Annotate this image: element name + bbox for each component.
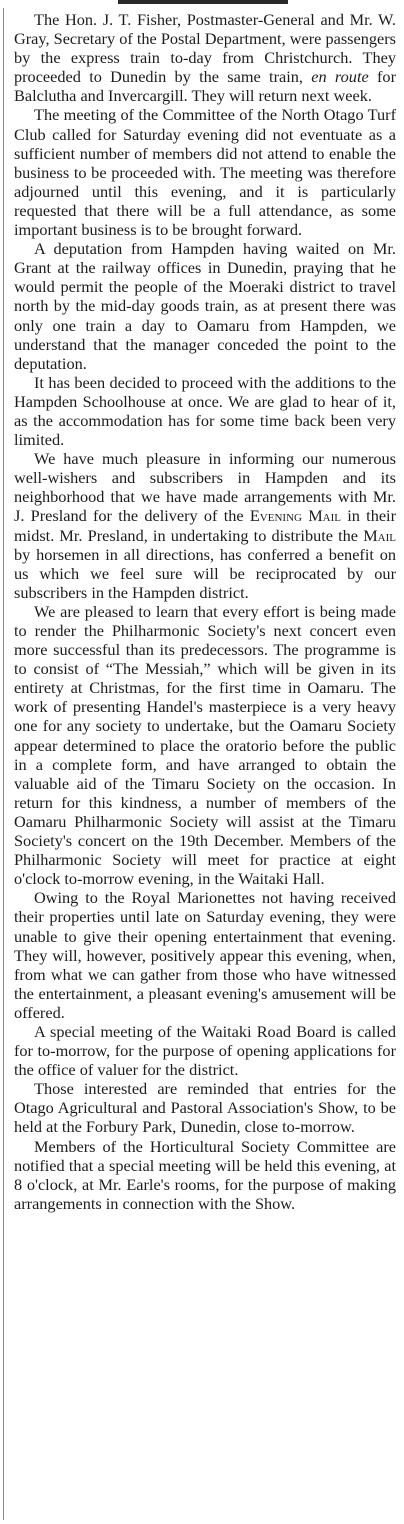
news-paragraph xyxy=(14,1137,396,1213)
text-run: We have much pleasure in informing our numerous well-wishers and subscribers in Hampden and its neighborhood that we have made arrangements with Mr. J. Presland for the delivery of the xyxy=(14,449,396,526)
column-left-rule xyxy=(3,8,4,1520)
text-run: The meeting of the Committee of the North Otago Turf Club called for Saturday evening did not eventuate as a sufficient number of members did not attend to enable the business to be proceeded with. The meeting was therefore adjourned until this evening, and it is particularly requested that there will be a full attendance, as some important business is to be brought forward. xyxy=(14,105,396,240)
text-run: Mail xyxy=(363,525,396,545)
news-paragraphs xyxy=(14,10,396,1213)
news-paragraph xyxy=(14,105,396,239)
news-paragraph xyxy=(14,449,396,602)
text-run: It has been decided to proceed with the additions to the Hampden Schoolhouse at once. We are glad to hear of it, as the accommodation has for some time back been very limited. xyxy=(14,372,396,450)
news-paragraph xyxy=(14,888,396,1022)
text-run: The Hon. J. T. Fisher, Postmaster-General and Mr. W. Gray, Secretary of the Postal Department, were passengers by the express train to-day from Christchurch. They proceeded to Dunedin by the same train, xyxy=(14,10,396,87)
text-run: by horsemen in all directions, has conferred a benefit on us which we feel sure will be reciprocated by our subscribers in the Hampden district. xyxy=(14,544,396,602)
text-run: A special meeting of the Waitaki Road Board is called for to-morrow, for the purpose of opening applications for the office of valuer for the district. xyxy=(14,1021,396,1080)
text-run: We are pleased to learn that every effort is being made to render the Philharmonic Society's next concert even more successful than its predecessors. The programme is to consist of “The Messiah,” which will be given in its entirety at Christmas, for the first time in Oamaru. The work of presenting Handel's masterpiece is a very heavy one for any society to undertake, but the Oamaru Society appear determined to place the oratorio before the public in a complete form, and have arranged to obtain the valuable aid of the Timaru Society on the occasion. In return for this kindness, a number of members of the Oamaru Philharmonic Society will assist at the Timaru Society's concert on the 19th December. Members of the Philharmonic Society will meet for practice at eight o'clock to-morrow evening, in the Waitaki Hall. xyxy=(14,601,396,889)
text-run: Evening Mail xyxy=(249,506,342,526)
text-run: en route xyxy=(311,67,369,87)
column-top-rule xyxy=(118,0,288,4)
text-run: Those interested are reminded that entries for the Otago Agricultural and Pastoral Association's Show, to be held at the Forbury Park, Dunedin, close to-morrow. xyxy=(14,1079,396,1137)
text-run: in their midst. Mr. Presland, in undertaking to distribute the xyxy=(14,506,397,545)
text-run: for Balclutha and Invercargill. They will return next week. xyxy=(14,67,396,106)
news-paragraph xyxy=(14,1079,396,1136)
news-paragraph xyxy=(14,373,396,449)
text-run: Members of the Horticultural Society Committee are notified that a special meeting will be held this evening, at 8 o'clock, at Mr. Earle's rooms, for the purpose of making arrangements in connection with the Show. xyxy=(14,1136,396,1213)
text-run: A deputation from Hampden having waited on Mr. Grant at the railway offices in Dunedin, praying that he would permit the people of the Moeraki district to travel north by the mid-day goods train, as at present there was only one train a day to Oamaru from Hampden, we understand that the manager conceded the point to the deputation. xyxy=(14,239,396,373)
news-paragraph xyxy=(14,239,396,373)
news-paragraph xyxy=(14,602,396,888)
news-paragraph xyxy=(14,1022,396,1079)
news-paragraph xyxy=(14,10,396,105)
text-run: Owing to the Royal Marionettes not having received their properties until late on Saturday evening, they were unable to give their opening entertainment that evening. They will, however, positively appear this evening, when, from what we can gather from those who have witnessed the entertainment, a pleasant evening's amusement will be offered. xyxy=(14,888,396,1022)
